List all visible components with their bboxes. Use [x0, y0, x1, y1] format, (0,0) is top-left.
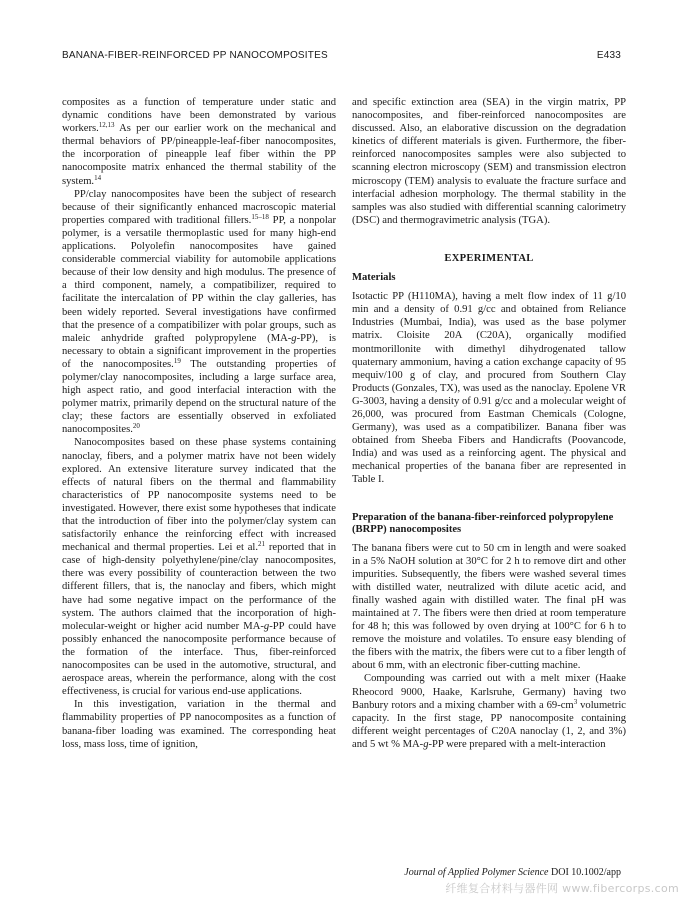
citation: 12,13 [98, 121, 115, 130]
doi: DOI 10.1002/app [548, 867, 621, 878]
citation: 20 [132, 422, 140, 431]
page-header [62, 50, 621, 61]
paragraph: The banana fibers were cut to 50 cm in length and were soaked in a 5% NaOH solution at 30°C for 2 h to remove dirt and other impurities. Subsequently, the fibers were washed several times with distilled water, neutralized with dilute acetic acid, and finally washed again with distilled water. The final pH was maintained at 7. The fibers were then dried at room temperature for 48 h; this was followed by oven drying at 100°C for 6 h to remove the moisture and volatiles. To ensure easy blending of the fibers with the matrix, the fibers were cut to a fiber length of about 6 mm, with an electronic fiber-cutting machine. [352, 542, 626, 672]
paragraph: and specific extinction area (SEA) in the virgin matrix, PP nanocomposites, and fiber-reinforced nanocomposites are discussed. Also, an elaborative discussion on the degradation kinetics of different materials is given. Furthermore, the fiber-reinforced nanocomposites samples were also subjected to scanning electron microscopy (SEM) and transmission electron microscopy (TEM) analysis to evaluate the fracture surface and interfacial adhesion morphology. The thermal stability in the samples was also studied with differential scanning calorimetry (DSC) and thermogravimetric analysis (TGA). [352, 97, 626, 226]
paragraph: PP/clay nanocomposites have been the subject of research because of their significantly enhanced macroscopic material properties compared with traditional fillers.$^{15-18}$ PP, a nonpolar polymer, is a versatile thermoplastic used for many high-end applications. Polyolefin nanocomposites have gained considerable commercial viability for automobile applications because of their low density and high modulus. The presence of a third component, namely, a compatibilizer, required to facilitate the intercalation of PP within the clay galleries, has been widely reported. Several investigations have confirmed that the presence of a compatibilizer with polar groups, such as maleic anhydride grafted polypropylene (MA-g-PP), is necessary to obtain a significant improvement in the properties of the nanocomposites.$^{19}$ The outstanding properties of polymer/clay nanocomposites, including a large surface area, high aspect ratio, and good interfacial interaction with the polymer matrix, primarily depend on the structural nature of the clay; these factors are essentially observed in exfoliated nanocomposites.$^{20}$ [62, 188, 337, 436]
paragraph: Nanocomposites based on these phase systems containing nanoclay, fibers, and a polymer matrix have not been widely explored. An extensive literature survey indicated that the effects of natural fibers on the thermal and flammability characteristics of PP nanocomposite systems need to be investigated. However, there exist some hypotheses that indicate that the introduction of fiber into the polymer/clay system can satisfactorily enhance the reinforcing effect with increased mechanical and thermal properties. Lei et al.$^{21}$ reported that in case of high-density polyethylene/pine/clay nanocomposites, there was every possibility of counteraction between the two different fillers, that is, the nanoclay and fibers, which might have had some negative impact on the performance of the system. The authors claimed that the incorporation of high-molecular-weight or higher acid number MA-g-PP could have possibly enhanced the nanocomposite performance because of the formation of the interface. Thus, fiber-reinforced nanocomposites can be used in the automotive, structural, and aerospace areas, wherein the performance, along with the cost effectiveness, is crucial for various end-use applications. [62, 437, 336, 698]
subsection-heading-materials: Materials [352, 272, 396, 284]
subsection-heading-preparation: Preparation of the banana-fiber-reinforced polypropylene (BRPP) nanocomposites [352, 511, 614, 535]
left-column [62, 96, 336, 751]
citation: 19 [173, 356, 181, 365]
journal-name: Journal of Applied Polymer Science [404, 867, 549, 878]
paragraph: Isotactic PP (H110MA), having a melt flow index of 11 g/10 min and a density of 0.91 g/cc and obtained from Reliance Industries (Mumbai, India), was used as the base polymer matrix. Cloisite 20A (C20A), organically modified montmorillonite with dimethyl dihydrogenated tallow quaternary ammonium, having a cation exchange capacity of 95 mequiv/100 g of clay, and procured from Southern Clay Products (Gonzales, TX), was used as the nanoclay. Epolene VR G-3003, having a density of 0.91 g/cc and a molecular weight of 26,000, was procured from Eastman Chemicals (Cologne, Germany), was used as a compatibilizer. Banana fiber was obtained from Sheeba Fibers and Handicrafts (Poovancode, India) and was used as a reinforcing agent. The physical and mechanical properties of the banana fiber are represented in Table I. [352, 291, 626, 486]
paragraph: composites as a function of temperature under static and dynamic conditions have been demonstrated by various workers.$^{12,13}$ As per our earlier work on the mechanical and thermal behaviors of PP/pineapple-leaf-fiber nanocomposites, the incorporation of pineapple leaf fiber within the PP nanocomposite matrix enhanced the thermal stability of the system.$^{14}$ [62, 97, 336, 187]
watermark: 纤维复合材料与器件网 www.fibercorps.com [445, 882, 679, 895]
citation: 15–18 [251, 212, 269, 221]
section-title: EXPERIMENTAL [444, 252, 534, 264]
running-title: BANANA-FIBER-REINFORCED PP NANOCOMPOSITES [62, 50, 328, 61]
paragraph: In this investigation, variation in the thermal and flammability properties of PP nanocomposites as a function of banana-fiber loading was examined. The corresponding heat loss, mass loss, time of ignition, [62, 699, 336, 750]
paragraph: Compounding was carried out with a melt mixer (Haake Rheocord 9000, Haake, Karlsruhe, Germany) having two Banbury rotors and a mixing chamber with a $69-cm^3$ volumetric capacity. In the first stage, PP nanocomposite containing different weight percentages of C20A nanoclay (1, 2, and 3%) and 5 wt % MA-g-PP were prepared with a melt-interaction [352, 673, 627, 750]
citation: 14 [94, 173, 102, 182]
page-footer [404, 867, 621, 878]
page-number: E433 [596, 50, 621, 61]
citation: 21 [258, 540, 266, 549]
right-column [352, 96, 626, 751]
